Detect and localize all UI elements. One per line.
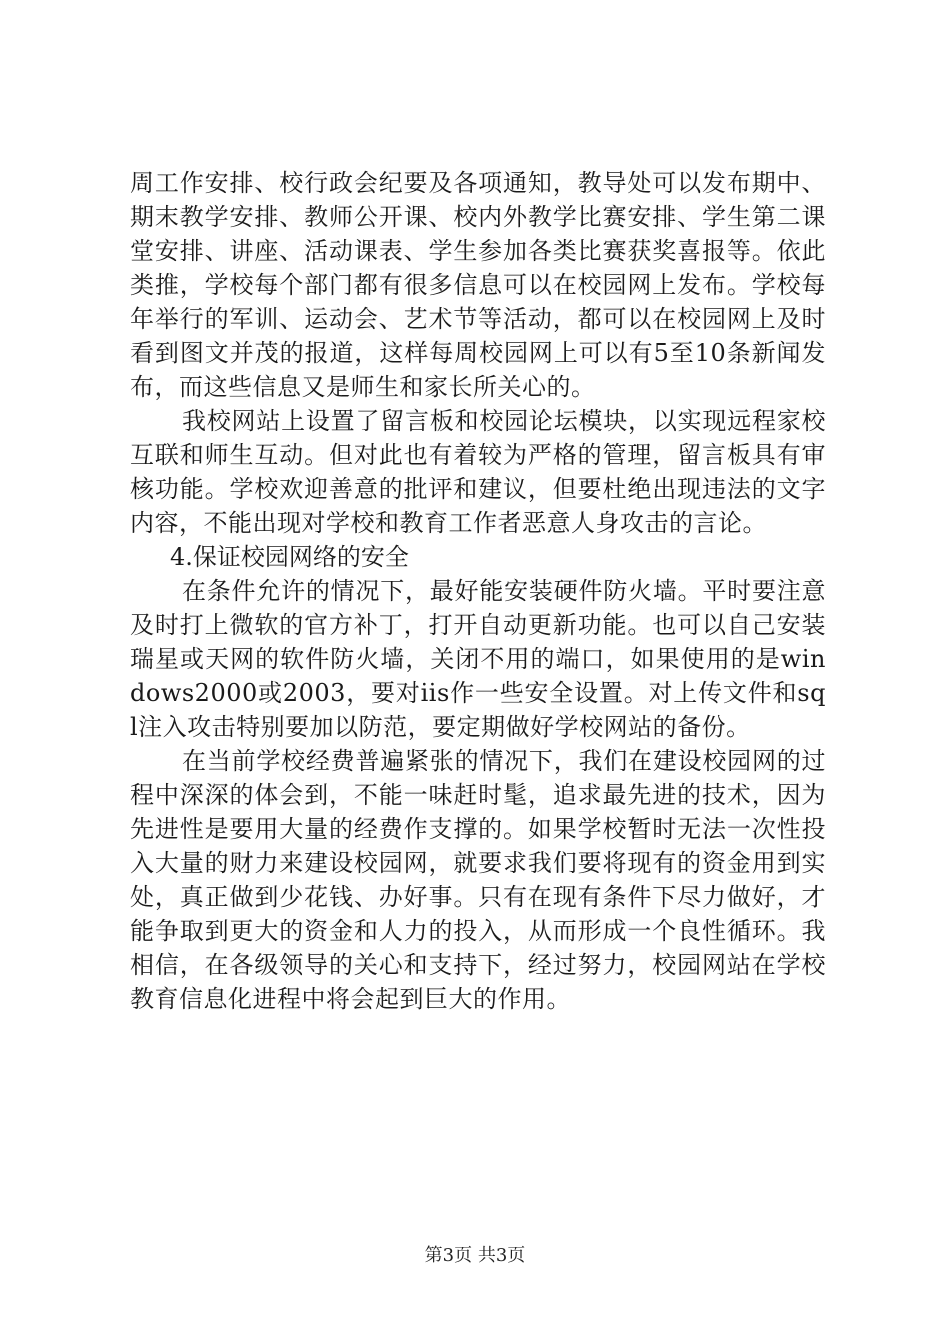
section-heading-4: 4.保证校园网络的安全 (170, 543, 409, 571)
paragraph-2: 我校网站上设置了留言板和校园论坛模块，以实现远程家校互联和师生互动。但对此也有着较为严格的管理，留言板具有审核功能。学校欢迎善意的批评和建议，但要杜绝出现违法的文字内容，不能出现对学校和教育工作者恶意人身攻击的言论。 (130, 407, 826, 537)
paragraph-3: 在条件允许的情况下，最好能安装硬件防火墙。平时要注意及时打上微软的官方补丁，打开自动更新功能。也可以自己安装瑞星或天网的软件防火墙，关闭不用的端口，如果使用的是windows2000或2003，要对iis作一些安全设置。对上传文件和sql注入攻击特别要加以防范，要定期做好学校网站的备份。 (130, 577, 826, 741)
page-footer: 第3页 共3页 (424, 1245, 526, 1266)
document-body (130, 166, 826, 1016)
paragraph-1: 周工作安排、校行政会纪要及各项通知，教导处可以发布期中、期末教学安排、教师公开课、校内外教学比赛安排、学生第二课堂安排、讲座、活动课表、学生参加各类比赛获奖喜报等。依此类推，学校每个部门都有很多信息可以在校园网上发布。学校每年举行的军训、运动会、艺术节等活动，都可以在校园网上及时看到图文并茂的报道，这样每周校园网上可以有5至10条新闻发布，而这些信息又是师生和家长所关心的。 (130, 169, 826, 401)
paragraph-4: 在当前学校经费普遍紧张的情况下，我们在建设校园网的过程中深深的体会到，不能一味赶时髦，追求最先进的技术，因为先进性是要用大量的经费作支撑的。如果学校暂时无法一次性投入大量的财力来建设校园网，就要求我们要将现有的资金用到实处，真正做到少花钱、办好事。只有在现有条件下尽力做好，才能争取到更大的资金和人力的投入，从而形成一个良性循环。我相信，在各级领导的关心和支持下，经过努力，校园网站在学校教育信息化进程中将会起到巨大的作用。 (130, 747, 826, 1013)
